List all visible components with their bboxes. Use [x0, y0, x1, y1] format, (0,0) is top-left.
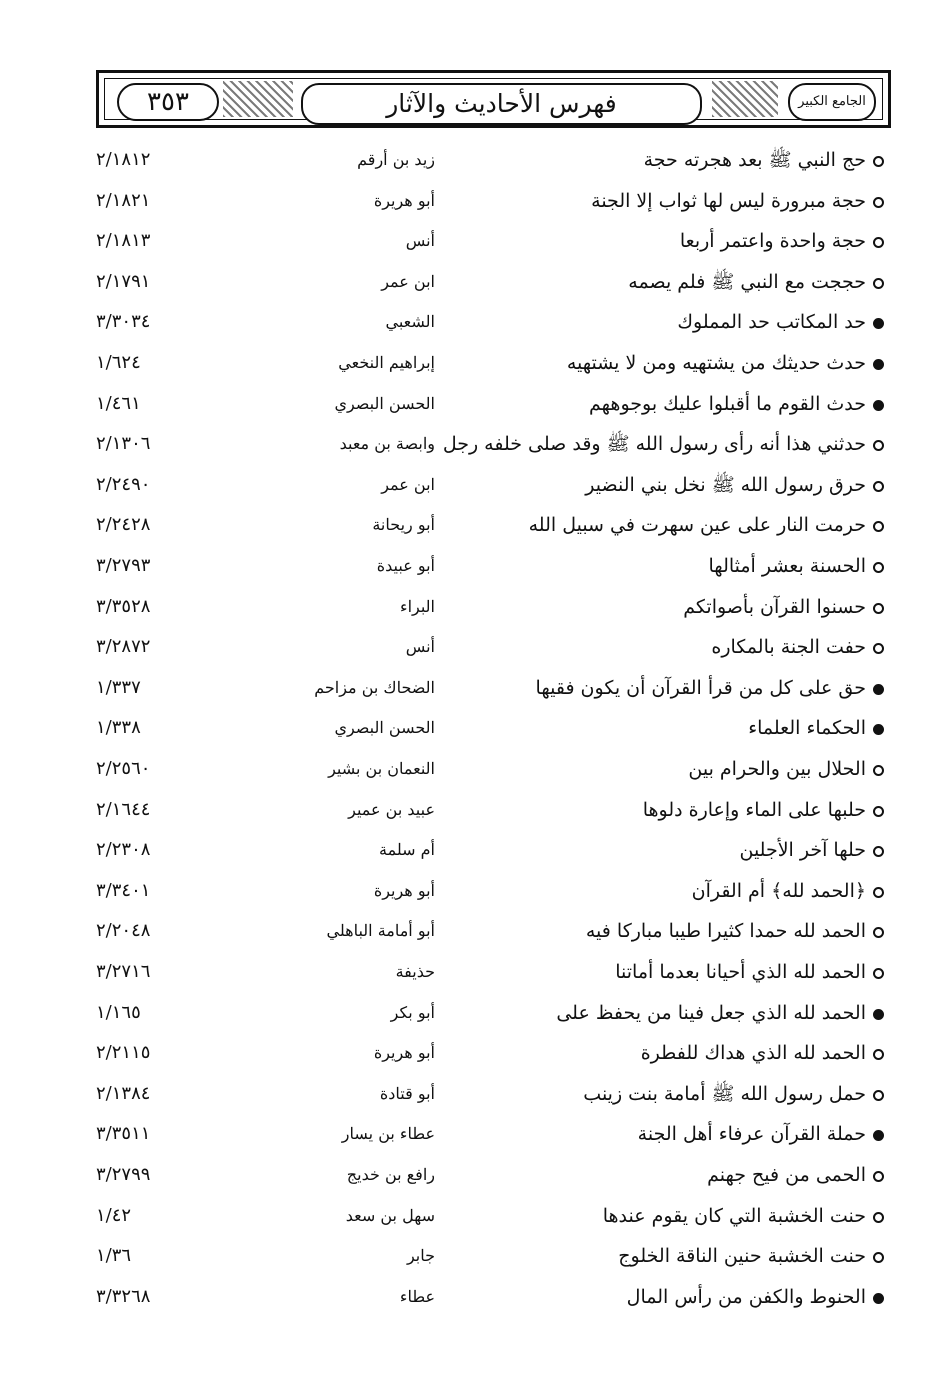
index-entry-row [0, 384, 938, 424]
reference-number: ١/٣٣٨ [96, 717, 141, 738]
narrator: عطاء [399, 1287, 435, 1306]
reference-number: ٢/٢٤٩٠ [96, 474, 151, 495]
open-circle-icon [873, 603, 884, 614]
reference-number: ٢/٢٣٠٨ [96, 839, 151, 860]
narrator: أبو هريرة [373, 191, 435, 210]
index-entry-row [0, 871, 938, 911]
narrator: عبيد بن عمير [348, 800, 435, 819]
page-title: فهرس الأحاديث والآثار [301, 83, 702, 125]
hadith-text-cell [444, 952, 884, 992]
hadith-text: حلها آخر الأجلين [739, 839, 866, 861]
filled-circle-icon [873, 400, 884, 411]
hadith-text: حج النبي ﷺ بعد هجرته حجة [643, 149, 866, 171]
hadith-text-cell [444, 871, 884, 911]
hadith-text: حدث حديثك من يشتهيه ومن لا يشتهيه [566, 352, 866, 374]
index-entry-row [0, 465, 938, 505]
reference-number: ٣/٢٨٧٢ [96, 636, 151, 657]
index-entry-row [0, 1033, 938, 1073]
hadith-text: حرمت النار على عين سهرت في سبيل الله [528, 514, 866, 536]
filled-circle-icon [873, 1130, 884, 1141]
open-circle-icon [873, 562, 884, 573]
narrator: الحسن البصري [334, 394, 435, 413]
reference-number: ٢/١٣٠٦ [96, 433, 151, 454]
index-entry-row [0, 1114, 938, 1154]
index-entry-row [0, 343, 938, 383]
hadith-text-cell [444, 668, 884, 708]
reference-number: ١/٤٢ [96, 1205, 132, 1226]
hadith-text-cell [444, 302, 884, 342]
hadith-text: حججت مع النبي ﷺ فلم يصمه [628, 271, 866, 293]
hadith-text: الحنوط والكفن من رأس المال [626, 1286, 866, 1308]
hadith-text-cell [444, 140, 884, 180]
hadith-text-cell [444, 1033, 884, 1073]
hadith-text: حملة القرآن عرفاء أهل الجنة [637, 1123, 866, 1145]
narrator: سهل بن سعد [345, 1206, 435, 1225]
filled-circle-icon [873, 684, 884, 695]
hadith-text-cell [444, 424, 884, 464]
hadith-text: حجة مبرورة ليس لها ثواب إلا الجنة [591, 190, 866, 212]
hadith-text: حدثني هذا أنه رأى رسول الله ﷺ وقد صلى خلفه رجل [442, 433, 866, 455]
hadith-text: الحمد لله حمدا كثيرا طيبا مباركا فيه [585, 920, 866, 942]
index-entry-row [0, 993, 938, 1033]
open-circle-icon [873, 968, 884, 979]
hadith-text: الحلال بين والحرام بين [688, 758, 866, 780]
narrator: أبو بكر [390, 1003, 435, 1022]
index-entry-row [0, 302, 938, 342]
reference-number: ٢/٢٥٦٠ [96, 758, 151, 779]
hadith-text: حمل رسول الله ﷺ أمامة بنت زينب [583, 1083, 866, 1105]
open-circle-icon [873, 237, 884, 248]
open-circle-icon [873, 927, 884, 938]
hadith-text: ﴿الحمد لله﴾ أم القرآن [691, 880, 866, 902]
reference-number: ٣/٢٧٩٩ [96, 1164, 151, 1185]
open-circle-icon [873, 1212, 884, 1223]
narrator: زيد بن أرقم [357, 150, 435, 169]
open-circle-icon [873, 481, 884, 492]
index-entry-row [0, 749, 938, 789]
open-circle-icon [873, 1049, 884, 1060]
hadith-text: حدث القوم ما أقبلوا عليك بوجوههم [589, 393, 866, 415]
open-circle-icon [873, 806, 884, 817]
reference-number: ٣/٣٥١١ [96, 1123, 151, 1144]
open-circle-icon [873, 278, 884, 289]
hadith-text-cell [444, 1074, 884, 1114]
filled-circle-icon [873, 359, 884, 370]
hadith-text-cell [444, 911, 884, 951]
reference-number: ٢/١٨٢١ [96, 190, 151, 211]
hadith-text-cell [444, 465, 884, 505]
hadith-text-cell [444, 546, 884, 586]
hadith-text-cell [444, 1155, 884, 1195]
index-entry-row [0, 262, 938, 302]
index-entry-row [0, 505, 938, 545]
reference-number: ٣/٣٢٦٨ [96, 1286, 151, 1307]
reference-number: ١/٣٦ [96, 1245, 132, 1266]
reference-number: ٢/٢٠٤٨ [96, 920, 151, 941]
open-circle-icon [873, 197, 884, 208]
reference-number: ٣/٣٤٠١ [96, 880, 151, 901]
index-entry-row [0, 708, 938, 748]
open-circle-icon [873, 440, 884, 451]
page-number: ٣٥٣ [117, 83, 219, 121]
index-entry-row [0, 424, 938, 464]
narrator: إبراهيم النخعي [338, 353, 435, 372]
open-circle-icon [873, 1090, 884, 1101]
index-entry-row [0, 1074, 938, 1114]
open-circle-icon [873, 1171, 884, 1182]
narrator: ابن عمر [381, 272, 435, 291]
reference-number: ٣/٣٥٢٨ [96, 596, 151, 617]
narrator: الشعبي [385, 312, 435, 331]
index-entry-row [0, 140, 938, 180]
narrator: وابصة بن معبد [339, 434, 435, 453]
hadith-text-cell [444, 505, 884, 545]
narrator: الحسن البصري [334, 718, 435, 737]
narrator: الضحاك بن مزاحم [314, 678, 435, 697]
hadith-text: الحمد لله الذي هداك للفطرة [640, 1042, 866, 1064]
hadith-text-cell [444, 708, 884, 748]
reference-number: ٢/١٨١٢ [96, 149, 151, 170]
hadith-text-cell [444, 221, 884, 261]
hadith-text: حلبها على الماء وإعارة دلوها [642, 799, 866, 821]
header-ornament-left [223, 81, 293, 117]
index-entry-row [0, 952, 938, 992]
reference-number: ١/١٦٥ [96, 1002, 141, 1023]
narrator: أبو ريحانة [372, 515, 435, 534]
hadith-text: حسنوا القرآن بأصواتكم [683, 596, 866, 618]
hadith-text-cell [444, 181, 884, 221]
hadith-text: حد المكاتب حد المملوك [677, 311, 866, 333]
index-entry-row [0, 1155, 938, 1195]
filled-circle-icon [873, 1009, 884, 1020]
index-entry-row [0, 668, 938, 708]
reference-number: ٢/١٦٤٤ [96, 799, 151, 820]
open-circle-icon [873, 846, 884, 857]
index-entry-row [0, 830, 938, 870]
hadith-text-cell [444, 749, 884, 789]
reference-number: ٣/٣٠٣٤ [96, 311, 151, 332]
hadith-text-cell [444, 1196, 884, 1236]
filled-circle-icon [873, 1293, 884, 1304]
index-entry-row [0, 221, 938, 261]
hadith-text: الحكماء العلماء [748, 717, 866, 739]
hadith-text: الحمى من فيح جهنم [707, 1164, 866, 1186]
open-circle-icon [873, 643, 884, 654]
narrator: البراء [400, 597, 435, 616]
open-circle-icon [873, 156, 884, 167]
hadith-text: حنت الخشبة التي كان يقوم عندها [602, 1205, 866, 1227]
narrator: عطاء بن يسار [341, 1124, 435, 1143]
narrator: أم سلمة [379, 840, 435, 859]
narrator: أبو هريرة [373, 1043, 435, 1062]
hadith-text: الحسنة بعشر أمثالها [708, 555, 866, 577]
narrator: أنس [405, 637, 435, 656]
index-entry-row [0, 911, 938, 951]
page-header [96, 70, 891, 128]
reference-number: ١/٤٦١ [96, 393, 141, 414]
open-circle-icon [873, 887, 884, 898]
hadith-text-cell [444, 343, 884, 383]
hadith-text-cell [444, 262, 884, 302]
index-entry-row [0, 181, 938, 221]
filled-circle-icon [873, 724, 884, 735]
narrator: أنس [405, 231, 435, 250]
index-entry-row [0, 1277, 938, 1317]
filled-circle-icon [873, 318, 884, 329]
reference-number: ٢/١٣٨٤ [96, 1083, 151, 1104]
narrator: رافع بن خديج [346, 1165, 435, 1184]
hadith-text-cell [444, 1114, 884, 1154]
header-ornament-right [712, 81, 778, 117]
reference-number: ١/٦٢٤ [96, 352, 141, 373]
publisher-emblem: الجامع الكبير [788, 83, 876, 121]
hadith-text: حجة واحدة واعتمر أربعا [679, 230, 866, 252]
open-circle-icon [873, 765, 884, 776]
index-entry-row [0, 546, 938, 586]
reference-number: ٣/٢٧١٦ [96, 961, 151, 982]
reference-number: ٢/٢٤٢٨ [96, 514, 151, 535]
index-entry-row [0, 1236, 938, 1276]
hadith-text: حفت الجنة بالمكاره [711, 636, 866, 658]
hadith-text-cell [444, 384, 884, 424]
hadith-text-cell [444, 830, 884, 870]
reference-number: ٢/٢١١٥ [96, 1042, 151, 1063]
hadith-text: حق على كل من قرأ القرآن أن يكون فقيها [535, 677, 866, 699]
narrator: أبو عبيدة [376, 556, 435, 575]
narrator: جابر [406, 1246, 435, 1265]
hadith-text: حرق رسول الله ﷺ نخل بني النضير [585, 474, 866, 496]
hadith-text-cell [444, 627, 884, 667]
reference-number: ٢/١٨١٣ [96, 230, 151, 251]
hadith-text-cell [444, 790, 884, 830]
narrator: ابن عمر [381, 475, 435, 494]
reference-number: ٣/٢٧٩٣ [96, 555, 151, 576]
index-entry-row [0, 587, 938, 627]
hadith-text-cell [444, 993, 884, 1033]
hadith-text: الحمد لله الذي أحيانا بعدما أماتنا [615, 961, 866, 983]
index-entry-row [0, 790, 938, 830]
hadith-text: حنت الخشبة حنين الناقة الخلوج [618, 1245, 866, 1267]
reference-number: ١/٣٣٧ [96, 677, 141, 698]
open-circle-icon [873, 521, 884, 532]
header-frame [104, 78, 883, 120]
reference-number: ٢/١٧٩١ [96, 271, 151, 292]
narrator: أبو هريرة [373, 881, 435, 900]
hadith-text: الحمد لله الذي جعل فينا من يحفظ على [556, 1002, 866, 1024]
hadith-text-cell [444, 1277, 884, 1317]
open-circle-icon [873, 1252, 884, 1263]
hadith-text-cell [444, 1236, 884, 1276]
narrator: النعمان بن بشير [328, 759, 435, 778]
narrator: أبو أمامة الباهلي [326, 921, 435, 940]
index-entry-row [0, 627, 938, 667]
hadith-text-cell [444, 587, 884, 627]
narrator: حذيفة [395, 962, 435, 981]
index-entry-row [0, 1196, 938, 1236]
narrator: أبو قتادة [379, 1084, 435, 1103]
